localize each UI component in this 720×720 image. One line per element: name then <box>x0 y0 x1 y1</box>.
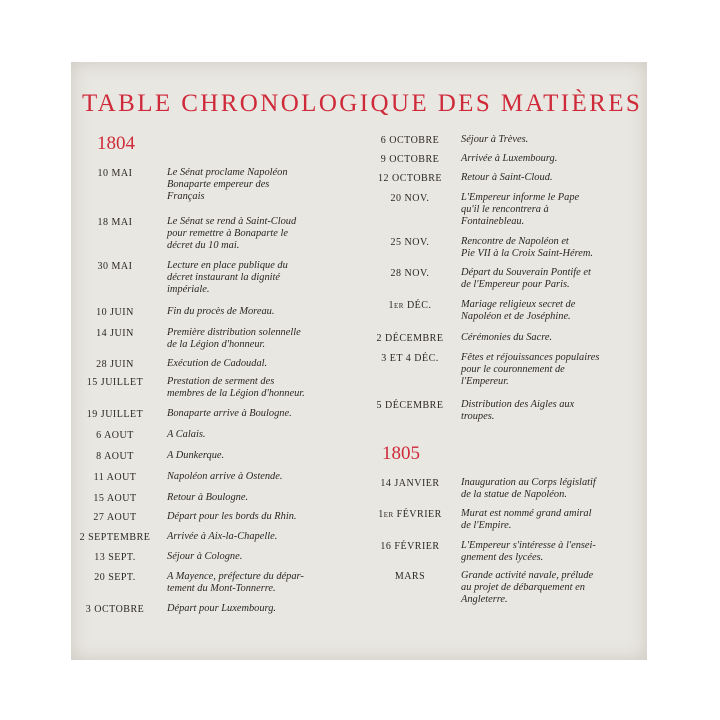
entry-date: 15 AOUT <box>93 493 137 504</box>
entry-event: Bonaparte arrive à Boulogne. <box>167 408 292 419</box>
entry-date: 13 SEPT. <box>94 552 136 563</box>
entry-date: 19 JUILLET <box>86 409 144 420</box>
entry-event: Arrivée à Aix-la-Chapelle. <box>167 531 278 542</box>
entry-date: 14 JANVIER <box>380 478 440 489</box>
entry-date: 6 AOUT <box>96 430 134 441</box>
entry-event: A Dunkerque. <box>167 450 225 461</box>
entry-event: Première distribution solennelle de la Légion d'honneur. <box>167 327 301 351</box>
entry-event: Séjour à Trèves. <box>461 134 529 145</box>
entry-event: Prestation de serment des membres de la Légion d'honneur. <box>167 376 305 400</box>
entry-event: Fin du procès de Moreau. <box>167 306 275 317</box>
page-title: TABLE CHRONOLOGIQUE DES MATIÈRES <box>82 90 643 117</box>
entry-date: 1er DÉC. <box>388 300 432 311</box>
entry-event: Arrivée à Luxembourg. <box>461 153 558 164</box>
entry-date: 10 MAI <box>97 168 133 179</box>
entry-date: 9 OCTOBRE <box>380 154 440 165</box>
entry-event: Lecture en place publique du décret instaurant la dignité impériale. <box>167 260 288 296</box>
entry-event: Napoléon arrive à Ostende. <box>167 471 283 482</box>
entry-event: A Mayence, préfecture du dépar- tement du Mont-Tonnerre. <box>167 571 304 595</box>
entry-event: Séjour à Cologne. <box>167 551 243 562</box>
entry-date: 8 AOUT <box>96 451 134 462</box>
entry-date: 10 JUIN <box>96 307 134 318</box>
entry-event: Retour à Boulogne. <box>167 492 249 503</box>
entry-event: Le Sénat proclame Napoléon Bonaparte empereur des Français <box>167 167 288 203</box>
entry-date: 20 SEPT. <box>94 572 136 583</box>
entry-event: Grande activité navale, prélude au projet de débarquement en Angleterre. <box>461 570 594 606</box>
entry-event: Rencontre de Napoléon et Pie VII à la Croix Saint-Hérem. <box>461 236 593 260</box>
entry-event: Distribution des Aigles aux troupes. <box>461 399 575 423</box>
entry-event: A Calais. <box>167 429 206 440</box>
entry-date: 20 NOV. <box>390 193 430 204</box>
entry-event: Cérémonies du Sacre. <box>461 332 553 343</box>
entry-event: Inauguration au Corps législatif de la statue de Napoléon. <box>461 477 596 501</box>
entry-date: 2 DÉCEMBRE <box>376 333 444 344</box>
entry-date: 11 AOUT <box>93 472 137 483</box>
year-heading-1804: 1804 <box>97 133 135 154</box>
entry-date: 16 FÉVRIER <box>380 541 440 552</box>
entry-date: 18 MAI <box>97 217 133 228</box>
entry-date: 27 AOUT <box>93 512 137 523</box>
entry-event: Murat est nommé grand amiral de l'Empire. <box>461 508 592 532</box>
entry-date: 25 NOV. <box>390 237 430 248</box>
entry-date: 5 DÉCEMBRE <box>376 400 444 411</box>
entry-date: 1er FÉVRIER <box>378 509 442 520</box>
entry-event: Départ pour les bords du Rhin. <box>167 511 297 522</box>
entry-date: 3 ET 4 DÉC. <box>381 353 439 364</box>
entry-event: L'Empereur informe le Pape qu'il le rencontrera à Fontainebleau. <box>461 192 580 228</box>
entry-date: 6 OCTOBRE <box>380 135 440 146</box>
entry-event: Départ pour Luxembourg. <box>167 603 276 614</box>
entry-date: 28 NOV. <box>390 268 430 279</box>
entry-date: 2 SEPTEMBRE <box>79 532 151 543</box>
entry-date: 30 MAI <box>97 261 133 272</box>
entry-event: Retour à Saint-Cloud. <box>461 172 553 183</box>
entry-event: L'Empereur s'intéresse à l'ensei- gnement des lycées. <box>461 540 596 564</box>
entry-date: 28 JUIN <box>96 359 134 370</box>
entry-date: 15 JUILLET <box>86 377 144 388</box>
entry-date: 3 OCTOBRE <box>85 604 145 615</box>
entry-event: Fêtes et réjouissances populaires pour le couronnement de l'Empereur. <box>461 352 600 388</box>
entry-event: Exécution de Cadoudal. <box>167 358 268 369</box>
entry-date: 12 OCTOBRE <box>378 173 442 184</box>
entry-date: MARS <box>394 571 426 582</box>
entry-date: 14 JUIN <box>96 328 134 339</box>
entry-event: Le Sénat se rend à Saint-Cloud pour remettre à Bonaparte le décret du 10 mai. <box>167 216 297 252</box>
entry-event: Mariage religieux secret de Napoléon et de Joséphine. <box>461 299 576 323</box>
book-page <box>71 62 647 660</box>
year-heading-1805: 1805 <box>382 443 420 464</box>
entry-event: Départ du Souverain Pontife et de l'Empereur pour Paris. <box>461 267 591 291</box>
